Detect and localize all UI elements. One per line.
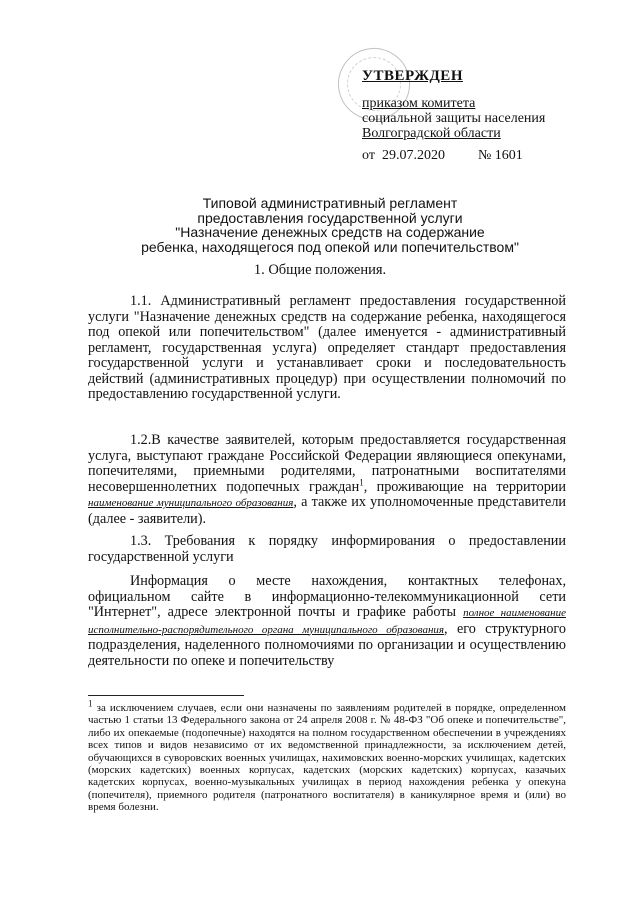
approval-line-3: Волгоградской области xyxy=(362,126,501,141)
paragraph-1-1-text: 1.1. Административный регламент предоставления государственной услуги "Назначение денежных средств на содержание ребенка, находящегося под опекой или попечительством" (далее именуется - административный регламент, государственная услуга) определяет стандарт предоставления государственной услуги и устанавливает сроки и последовательность действий (административных процедур) при осуществлении полномочий по предоставлению государственной услуги. xyxy=(88,293,566,402)
title-line-4: ребенка, находящегося под опекой или попечительством" xyxy=(141,238,519,255)
title-line-1: Типовой административный регламент xyxy=(202,195,458,211)
paragraph-1-2-mid: , проживающие на территории xyxy=(363,478,566,495)
footnote-divider xyxy=(88,695,244,696)
approval-line-1: приказом комитета xyxy=(362,96,476,111)
document-title xyxy=(120,196,540,254)
municipality-placeholder: наименование муниципального образования xyxy=(88,497,294,509)
paragraph-1-1 xyxy=(88,294,566,403)
order-date: 29.07.2020 xyxy=(381,148,445,163)
title-line-2: предоставления государственной услуги xyxy=(197,209,463,226)
title-line-3: "Назначение денежных средств на содержание xyxy=(175,224,485,240)
authority-placeholder: полное наименование исполнительно-распорядительного органа муниципального образования xyxy=(88,607,567,636)
footnote xyxy=(88,698,567,814)
footnote-mark: 1 xyxy=(88,698,93,709)
footnote-text: за исключением случаев, если они назначены по заявлениям родителей в порядке, определенном частью 1 статьи 13 Федерального закона от 24 апреля 2008 г. № 48-ФЗ "Об опеке и попечительстве", либо их опекаемые (подопечные) находятся на полном государственном обеспечении в учреждениях всех типов и видов независимо от их ведомственной принадлежности, за исключением детей, обучающихся в суворовских военных училищах, нахимовских военно-морских училищах, кадетских (морских кадетских) военных корпусах, кадетских (морских кадетских) корпусах, казачьих кадетских корпусах, военно-музыкальных училищах в период нахождения ребенка у опекуна (попечителя), приемного родителя (патронатного воспитателя) в каникулярное время и (или) во время болезни. xyxy=(88,702,567,814)
date-prefix: от xyxy=(362,148,375,163)
order-number: № 1601 xyxy=(477,148,523,163)
paragraph-1-3-text: 1.3. Требования к порядку информирования о предоставлении государственной услуги xyxy=(88,533,566,565)
approval-title: УТВЕРЖДЕН xyxy=(362,68,463,84)
paragraph-info xyxy=(88,574,566,669)
paragraph-1-2-end: , а также их уполномоченные представители (далее - заявители). xyxy=(88,494,566,527)
approval-line-2: социальной защиты населения xyxy=(362,111,546,126)
paragraph-info-start: Информация о месте нахождения, контактных телефонах, официальном сайте в информационно-телекоммуникационной сети "Интернет", адресе электронной почты и графике работы xyxy=(88,573,566,620)
paragraph-1-2-start: 1.2.В качестве заявителей, которым предоставляется государственная услуга, выступают граждане Российской Федерации являющиеся опекунами, попечителями, приемными родителями, патронатными воспитателями несовершеннолетних подопечных граждан xyxy=(88,432,566,495)
paragraph-1-2 xyxy=(88,433,566,527)
paragraph-info-end: , его структурного подразделения, наделенного полномочиями по организации и осуществлению деятельности по опеке и попечительству xyxy=(88,620,566,669)
section-heading: 1. Общие положения. xyxy=(253,262,387,278)
footnote-ref: 1 xyxy=(359,476,364,487)
paragraph-1-3 xyxy=(88,534,566,565)
order-date-number xyxy=(362,148,523,164)
